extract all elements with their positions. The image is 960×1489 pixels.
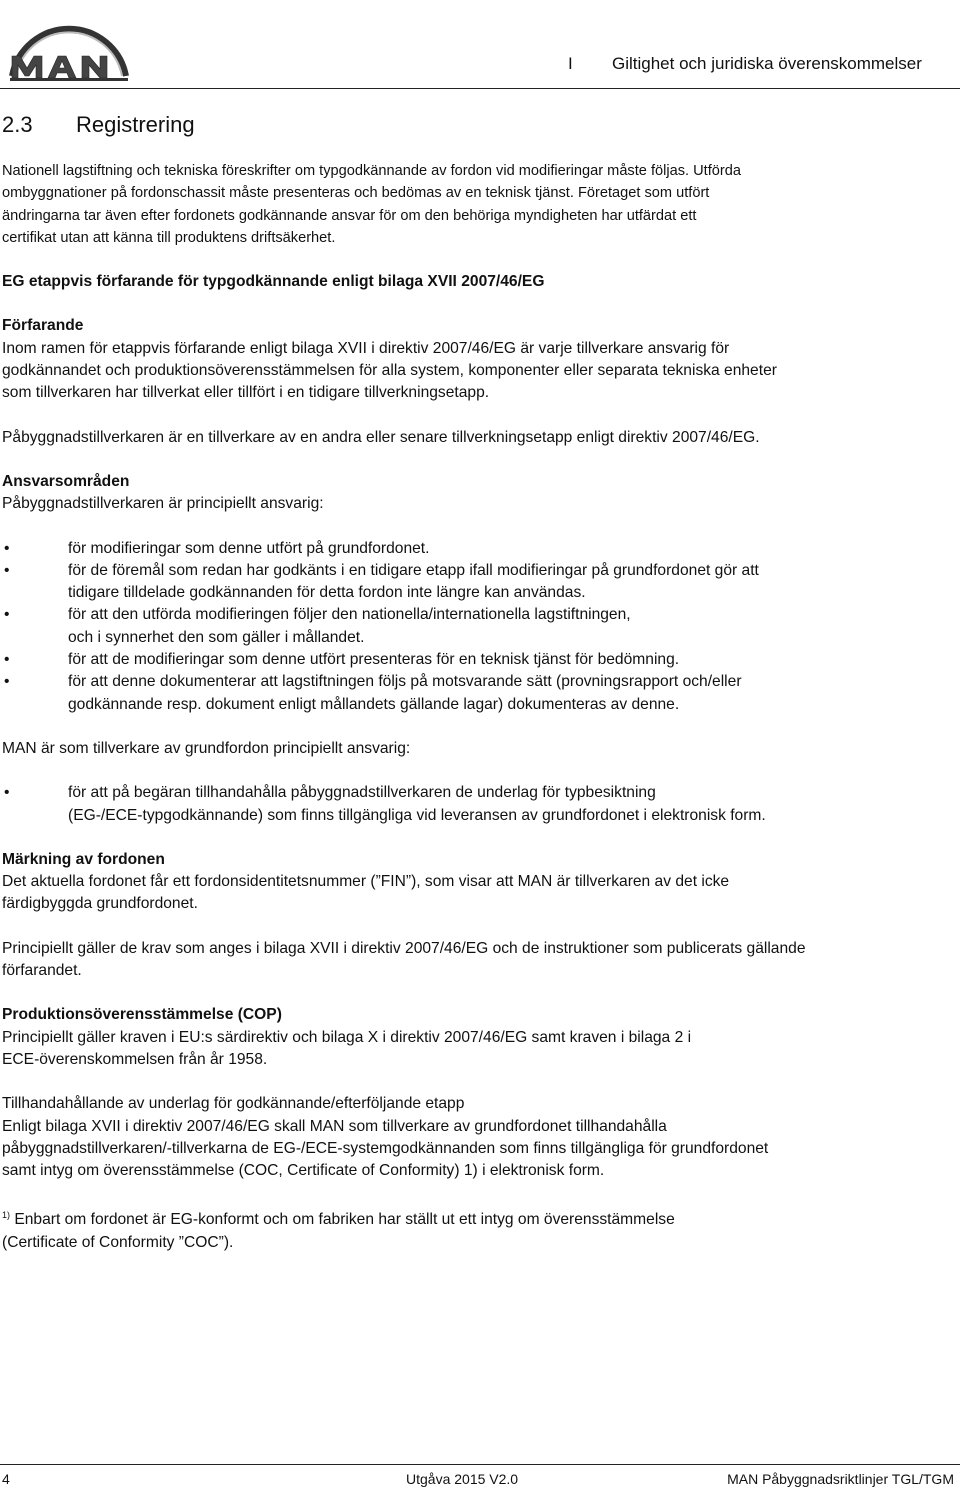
footer-divider [0, 1464, 960, 1465]
markning-heading: Märkning av fordonen [2, 850, 165, 868]
footnote-text: Enbart om fordonet är EG-konformt och om fabriken har ställt ut ett intyg om överensstämmelse [10, 1211, 675, 1229]
ansvar-bullet-list [2, 538, 957, 716]
cop-line: Principiellt gäller kraven i EU:s särdirektiv och bilaga X i direktiv 2007/46/EG samt kraven i bilaga 2 i [2, 1028, 692, 1046]
bullet-icon: • [4, 561, 10, 579]
intro-line: ombyggnationer på fordonschassit måste presenteras och bedömas av en teknisk tjänst. Företaget som utfört [2, 185, 710, 202]
markning-line: Det aktuella fordonet får ett fordonsidentitetsnummer (”FIN”), som visar att MAN är tillverkaren av det icke [2, 873, 730, 891]
markning-paragraph-line: Principiellt gäller de krav som anges i bilaga XVII i direktiv 2007/46/EG och de instruktioner som publicerats gällande [2, 939, 806, 957]
man-intro: MAN är som tillverkare av grundfordon principiellt ansvarig: [2, 739, 411, 757]
tillhand-heading: Tillhandahållande av underlag för godkännande/efterföljande etapp [2, 1095, 465, 1113]
intro-line: Nationell lagstiftning och tekniska föreskrifter om typgodkännande av fordon vid modifieringar måste följas. Utförda [2, 163, 741, 179]
forfarande-line: Inom ramen för etappvis förfarande enligt bilaga XVII i direktiv 2007/46/EG är varje tillverkare ansvarig för [2, 339, 730, 357]
edition-label: Utgåva 2015 V2.0 [406, 1471, 519, 1487]
list-item: • för modifieringar som denne utfört på grundfordonet. [2, 538, 957, 560]
header-divider [0, 88, 960, 89]
list-item: • för att denne dokumenterar att lagstiftningen följs på motsvarande sätt (provningsrapport och/eller godkännande resp. dokument enligt mållandets gällande lagar) dokumenteras av denne. [4, 673, 742, 713]
markning-line: färdigbyggda grundfordonet. [2, 895, 198, 913]
bullet-icon: • [4, 606, 10, 624]
forfarande-line: godkännandet och produktionsöverensstämmelsen för alla system, komponenter eller separata tekniska enheter [2, 362, 777, 380]
page-header [0, 0, 960, 90]
list-item: • för de föremål som redan har godkänts i en tidigare etapp ifall modifieringar på grundfordonet gör att tidigare tilldelade godkännanden för detta fordon inte längre kan användas. [4, 561, 759, 602]
bullet-icon: • [4, 539, 10, 557]
markning-paragraph-line: förfarandet. [2, 962, 82, 980]
chapter-number: I [568, 54, 573, 73]
section-number: 2.3 [2, 112, 33, 137]
list-item: • för att på begäran tillhandahålla påbyggnadstillverkaren de underlag för typbesiktning (EG-/ECE-typgodkännande) som finns tillgängliga vid leveransen av grundfordonet i elektronisk form. [4, 784, 766, 824]
page-content [2, 160, 957, 1254]
page-number: 4 [2, 1471, 10, 1487]
ansvar-heading: Ansvarsområden [2, 472, 130, 490]
tillhand-line: Enligt bilaga XVII i direktiv 2007/46/EG skall MAN som tillverkare av grundfordonet tillhandahålla [2, 1117, 667, 1135]
section-title: Registrering [76, 112, 195, 137]
eg-heading: EG etappvis förfarande för typgodkännande enligt bilaga XVII 2007/46/EG [2, 273, 545, 291]
man-logo [2, 6, 136, 82]
footnote-marker: 1) [2, 1210, 11, 1221]
ansvar-intro: Påbyggnadstillverkaren är principiellt ansvarig: [2, 495, 324, 513]
list-item: • för att den utförda modifieringen följer den nationella/internationella lagstiftningen, och i synnerhet den som gäller i mållandet. [4, 606, 631, 646]
bullet-icon: • [4, 673, 10, 691]
bullet-icon: • [4, 784, 10, 802]
forfarande-heading: Förfarande [2, 317, 84, 335]
footnote-line: (Certificate of Conformity ”COC”). [2, 1233, 234, 1251]
chapter-title: Giltighet och juridiska överenskommelser [612, 54, 922, 73]
document-title: MAN Påbyggnadsriktlinjer TGL/TGM [727, 1471, 954, 1487]
cop-heading: Produktionsöverensstämmelse (COP) [2, 1006, 282, 1024]
cop-line: ECE-överenskommelsen från år 1958. [2, 1050, 268, 1068]
forfarande-line: som tillverkaren har tillverkat eller tillfört i en tidigare tillverkningsetapp. [2, 384, 490, 402]
tillhand-line: samt intyg om överensstämmelse (COC, Certificate of Conformity) 1) i elektronisk form. [2, 1162, 605, 1180]
intro-line: ändringarna tar även efter fordonets godkännande ansvar för om den behöriga myndigheten har utfärdat ett [2, 207, 697, 224]
man-bullet-list [2, 782, 957, 827]
man-logo-icon [2, 6, 136, 82]
forfarande-paragraph: Påbyggnadstillverkaren är en tillverkare av en andra eller senare tillverkningsetapp enligt direktiv 2007/46/EG. [2, 428, 760, 446]
bullet-icon: • [4, 651, 10, 669]
intro-line: certifikat utan att känna till produktens driftsäkerhet. [2, 229, 336, 246]
intro-paragraph [2, 160, 957, 249]
tillhand-line: påbyggnadstillverkaren/-tillverkarna de EG-/ECE-systemgodkännanden som finns tillgängliga för grundfordonet [2, 1139, 769, 1157]
section-heading [2, 112, 195, 138]
list-item: • för att de modifieringar som denne utfört presenteras för en teknisk tjänst för bedömning. [2, 649, 957, 671]
footnote [2, 1204, 957, 1231]
